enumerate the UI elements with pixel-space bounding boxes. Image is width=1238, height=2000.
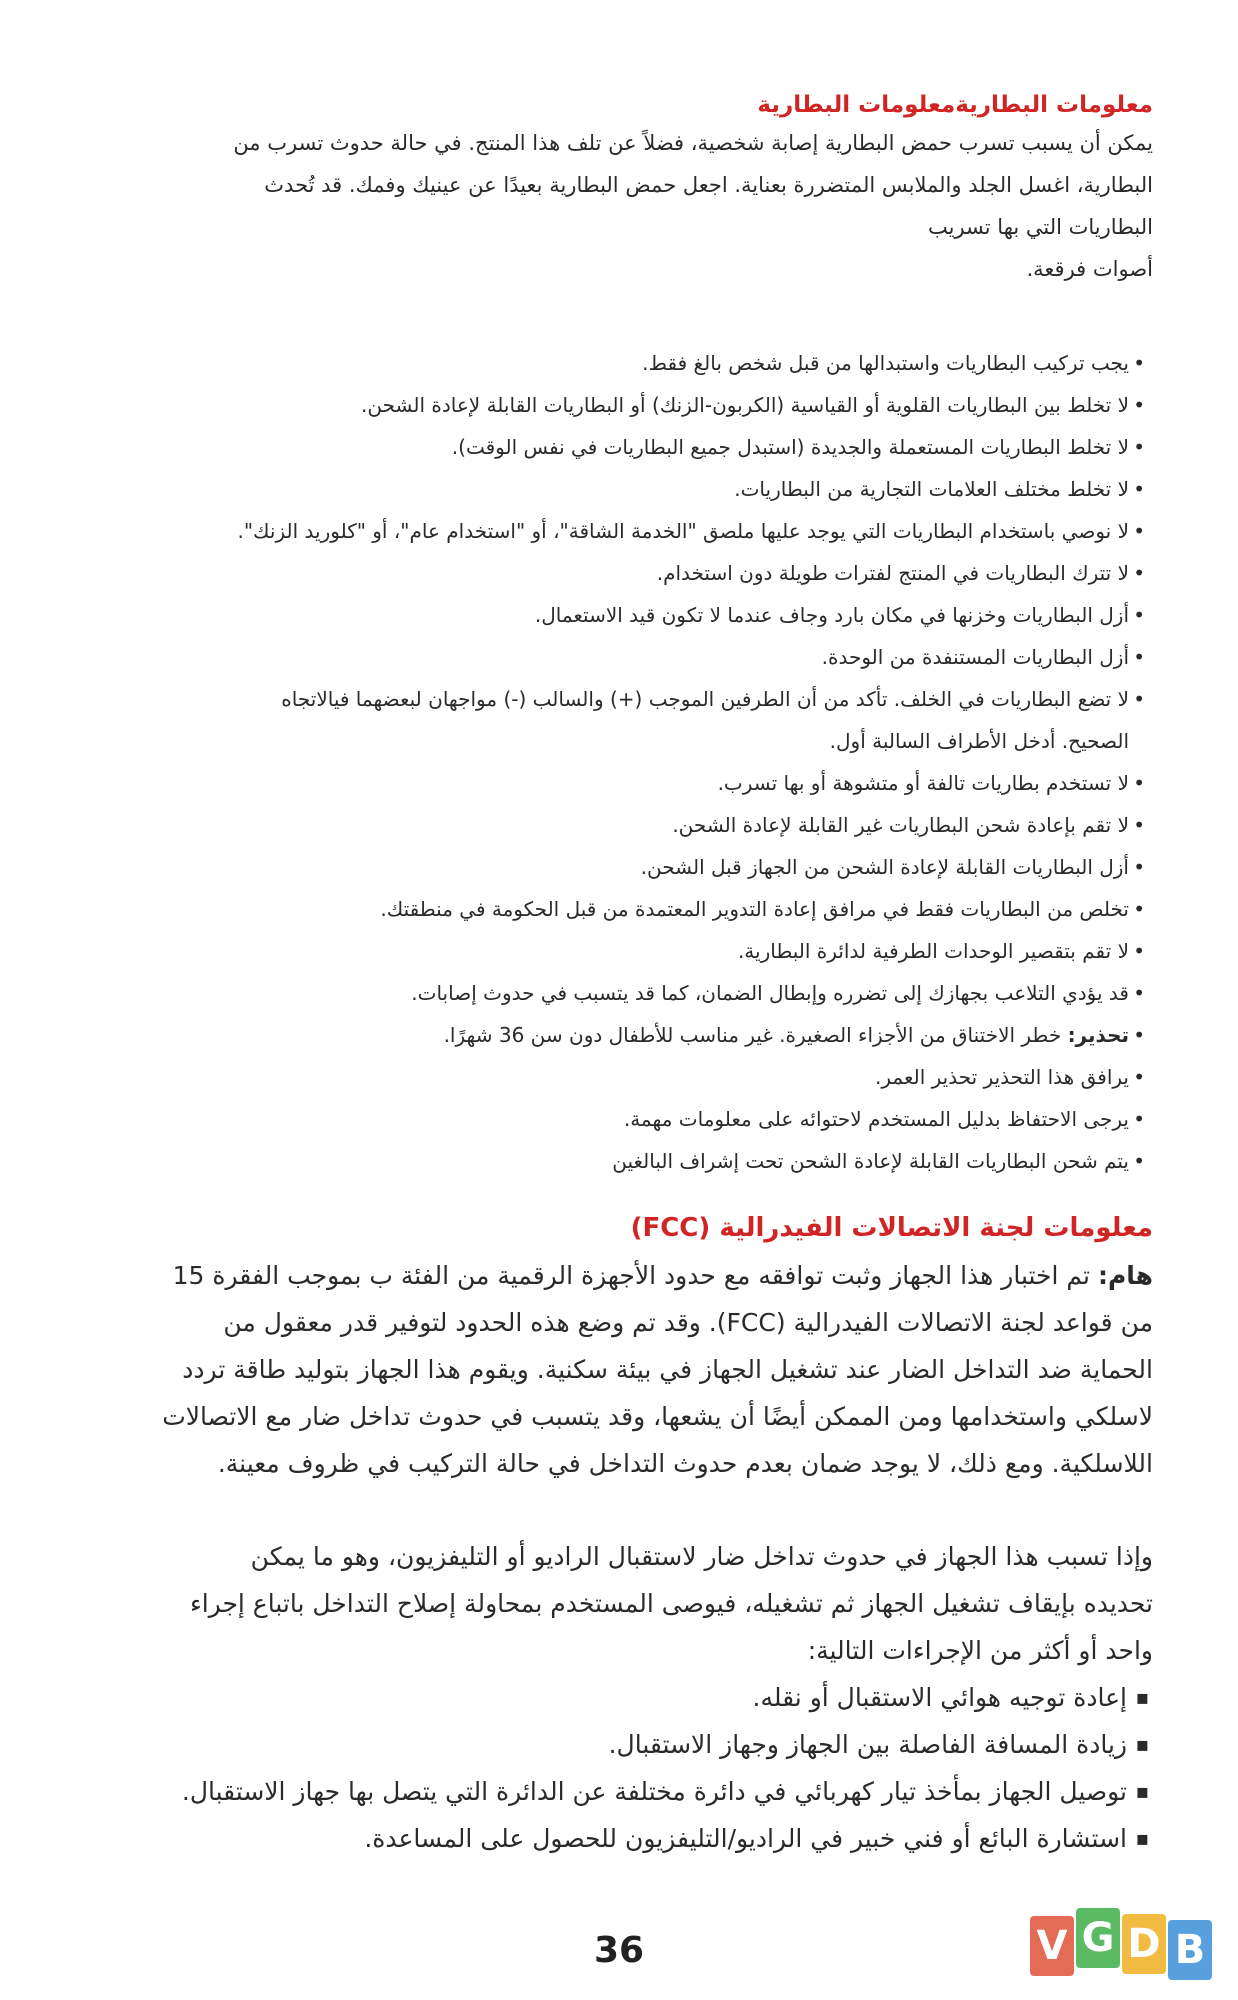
watermark-logo: [1030, 1908, 1220, 1988]
page-number: 36: [593, 1930, 645, 1971]
list-item: • لا نوصي باستخدام البطاريات التي يوجد عليها ملصق "الخدمة الشاقة"، أو "استخدام عام"، أو "كلوريد الزنك".: [105, 510, 1153, 552]
logo-tile: B: [1168, 1920, 1212, 1980]
list-item: • لا تستخدم بطاريات تالفة أو متشوهة أو بها تسرب.: [105, 762, 1153, 804]
battery-intro-line: البطاريات التي بها تسريب: [927, 215, 1153, 239]
fcc-para2-line: وإذا تسبب هذا الجهاز في حدوث تداخل ضار لاستقبال الراديو أو التليفزيون، وهو ما يمكن: [250, 1542, 1153, 1571]
battery-heading: معلومات البطاريةمعلومات البطارية: [757, 92, 1153, 118]
list-item-text: خطر الاختناق من الأجزاء الصغيرة. غير مناسب للأطفال دون سن 36 شهرًا.: [443, 1023, 1062, 1047]
fcc-para1-line: من قواعد لجنة الاتصالات الفيدرالية (FCC). وقد تم وضع هذه الحدود لتوفير قدر معقول من: [223, 1308, 1153, 1337]
list-item: [105, 1014, 1153, 1056]
battery-intro: [105, 122, 1153, 290]
list-item: • لا تقم بتقصير الوحدات الطرفية لدائرة البطارية.: [105, 930, 1153, 972]
fcc-para1-line: اللاسلكية. ومع ذلك، لا يوجد ضمان بعدم حدوث التداخل في حالة التركيب في ظروف معينة.: [217, 1449, 1153, 1478]
list-item: ▪ استشارة البائع أو فني خبير في الراديو/التليفزيون للحصول على المساعدة.: [105, 1815, 1153, 1862]
battery-intro-line: يمكن أن يسبب تسرب حمض البطارية إصابة شخصية، فضلاً عن تلف هذا المنتج. في حالة حدوث تسرب من: [233, 131, 1153, 155]
list-item: • لا تترك البطاريات في المنتج لفترات طويلة دون استخدام.: [105, 552, 1153, 594]
list-item: • أزل البطاريات وخزنها في مكان بارد وجاف عندما لا تكون قيد الاستعمال.: [105, 594, 1153, 636]
fcc-paragraph-2: [105, 1533, 1153, 1674]
list-item: ▪ إعادة توجيه هوائي الاستقبال أو نقله.: [105, 1674, 1153, 1721]
fcc-heading: معلومات لجنة الاتصالات الفيدرالية (FCC): [630, 1213, 1153, 1243]
battery-bullet-list: [105, 342, 1153, 1182]
list-item: • قد يؤدي التلاعب بجهازك إلى تضرره وإبطال الضمان، كما قد يتسبب في حدوث إصابات.: [105, 972, 1153, 1014]
document-page: [105, 88, 1153, 1862]
list-item: • يتم شحن البطاريات القابلة لإعادة الشحن تحت إشراف البالغين: [105, 1140, 1153, 1182]
list-item: • تخلص من البطاريات فقط في مرافق إعادة التدوير المعتمدة من قبل الحكومة في منطقتك.: [105, 888, 1153, 930]
battery-intro-line: البطارية، اغسل الجلد والملابس المتضررة بعناية. اجعل حمض البطارية بعيدًا عن عينيك وفمك. قد تُحدث: [264, 173, 1153, 197]
important-label: هام:: [1097, 1261, 1153, 1290]
list-item: • أزل البطاريات المستنفدة من الوحدة.: [105, 636, 1153, 678]
logo-tile: G: [1076, 1908, 1120, 1968]
logo-tile: D: [1122, 1914, 1166, 1974]
fcc-para2-line: تحديده بإيقاف تشغيل الجهاز ثم تشغيله، فيوصى المستخدم بمحاولة إصلاح التداخل باتباع إجراء: [189, 1589, 1153, 1618]
list-item: • يرجى الاحتفاظ بدليل المستخدم لاحتوائه على معلومات مهمة.: [105, 1098, 1153, 1140]
warning-label: تحذير:: [1067, 1023, 1129, 1047]
fcc-paragraph-1: [105, 1252, 1153, 1487]
list-item: • يرافق هذا التحذير تحذير العمر.: [105, 1056, 1153, 1098]
logo-tile: V: [1030, 1916, 1074, 1976]
fcc-para2-line: واحد أو أكثر من الإجراءات التالية:: [807, 1636, 1153, 1665]
list-item: • يجب تركيب البطاريات واستبدالها من قبل شخص بالغ فقط.: [105, 342, 1153, 384]
list-item: ▪ زيادة المسافة الفاصلة بين الجهاز وجهاز الاستقبال.: [105, 1721, 1153, 1768]
fcc-para1-line: لاسلكي واستخدامها ومن الممكن أيضًا أن يشعها، وقد يتسبب في حدوث تداخل ضار مع الاتصالات: [162, 1402, 1153, 1431]
list-item-continuation: الصحيح. أدخل الأطراف السالبة أول.: [829, 729, 1129, 753]
fcc-para1-line: الحماية ضد التداخل الضار عند تشغيل الجهاز في بيئة سكنية. ويقوم هذا الجهاز بتوليد طاقة تردد: [182, 1355, 1153, 1384]
list-item: [105, 678, 1153, 762]
list-item: • لا تخلط بين البطاريات القلوية أو القياسية (الكربون-الزنك) أو البطاريات القابلة لإعادة الشحن.: [105, 384, 1153, 426]
fcc-para1-text: تم اختبار هذا الجهاز وثبت توافقه مع حدود الأجهزة الرقمية من الفئة ب بموجب الفقرة 15: [172, 1261, 1090, 1290]
list-item-text: لا تضع البطاريات في الخلف. تأكد من أن الطرفين الموجب (+) والسالب (-) مواجهان لبعضهما فيالاتجاه: [281, 687, 1129, 711]
fcc-para1-line: [105, 1252, 1153, 1299]
battery-intro-line: أصوات فرقعة.: [1026, 257, 1153, 281]
list-item: • لا تقم بإعادة شحن البطاريات غير القابلة لإعادة الشحن.: [105, 804, 1153, 846]
list-item: • أزل البطاريات القابلة لإعادة الشحن من الجهاز قبل الشحن.: [105, 846, 1153, 888]
fcc-bullet-list: [105, 1674, 1153, 1862]
list-item: ▪ توصيل الجهاز بمأخذ تيار كهربائي في دائرة مختلفة عن الدائرة التي يتصل بها جهاز الاستقبال.: [105, 1768, 1153, 1815]
list-item: • لا تخلط مختلف العلامات التجارية من البطاريات.: [105, 468, 1153, 510]
list-item: • لا تخلط البطاريات المستعملة والجديدة (استبدل جميع البطاريات في نفس الوقت).: [105, 426, 1153, 468]
